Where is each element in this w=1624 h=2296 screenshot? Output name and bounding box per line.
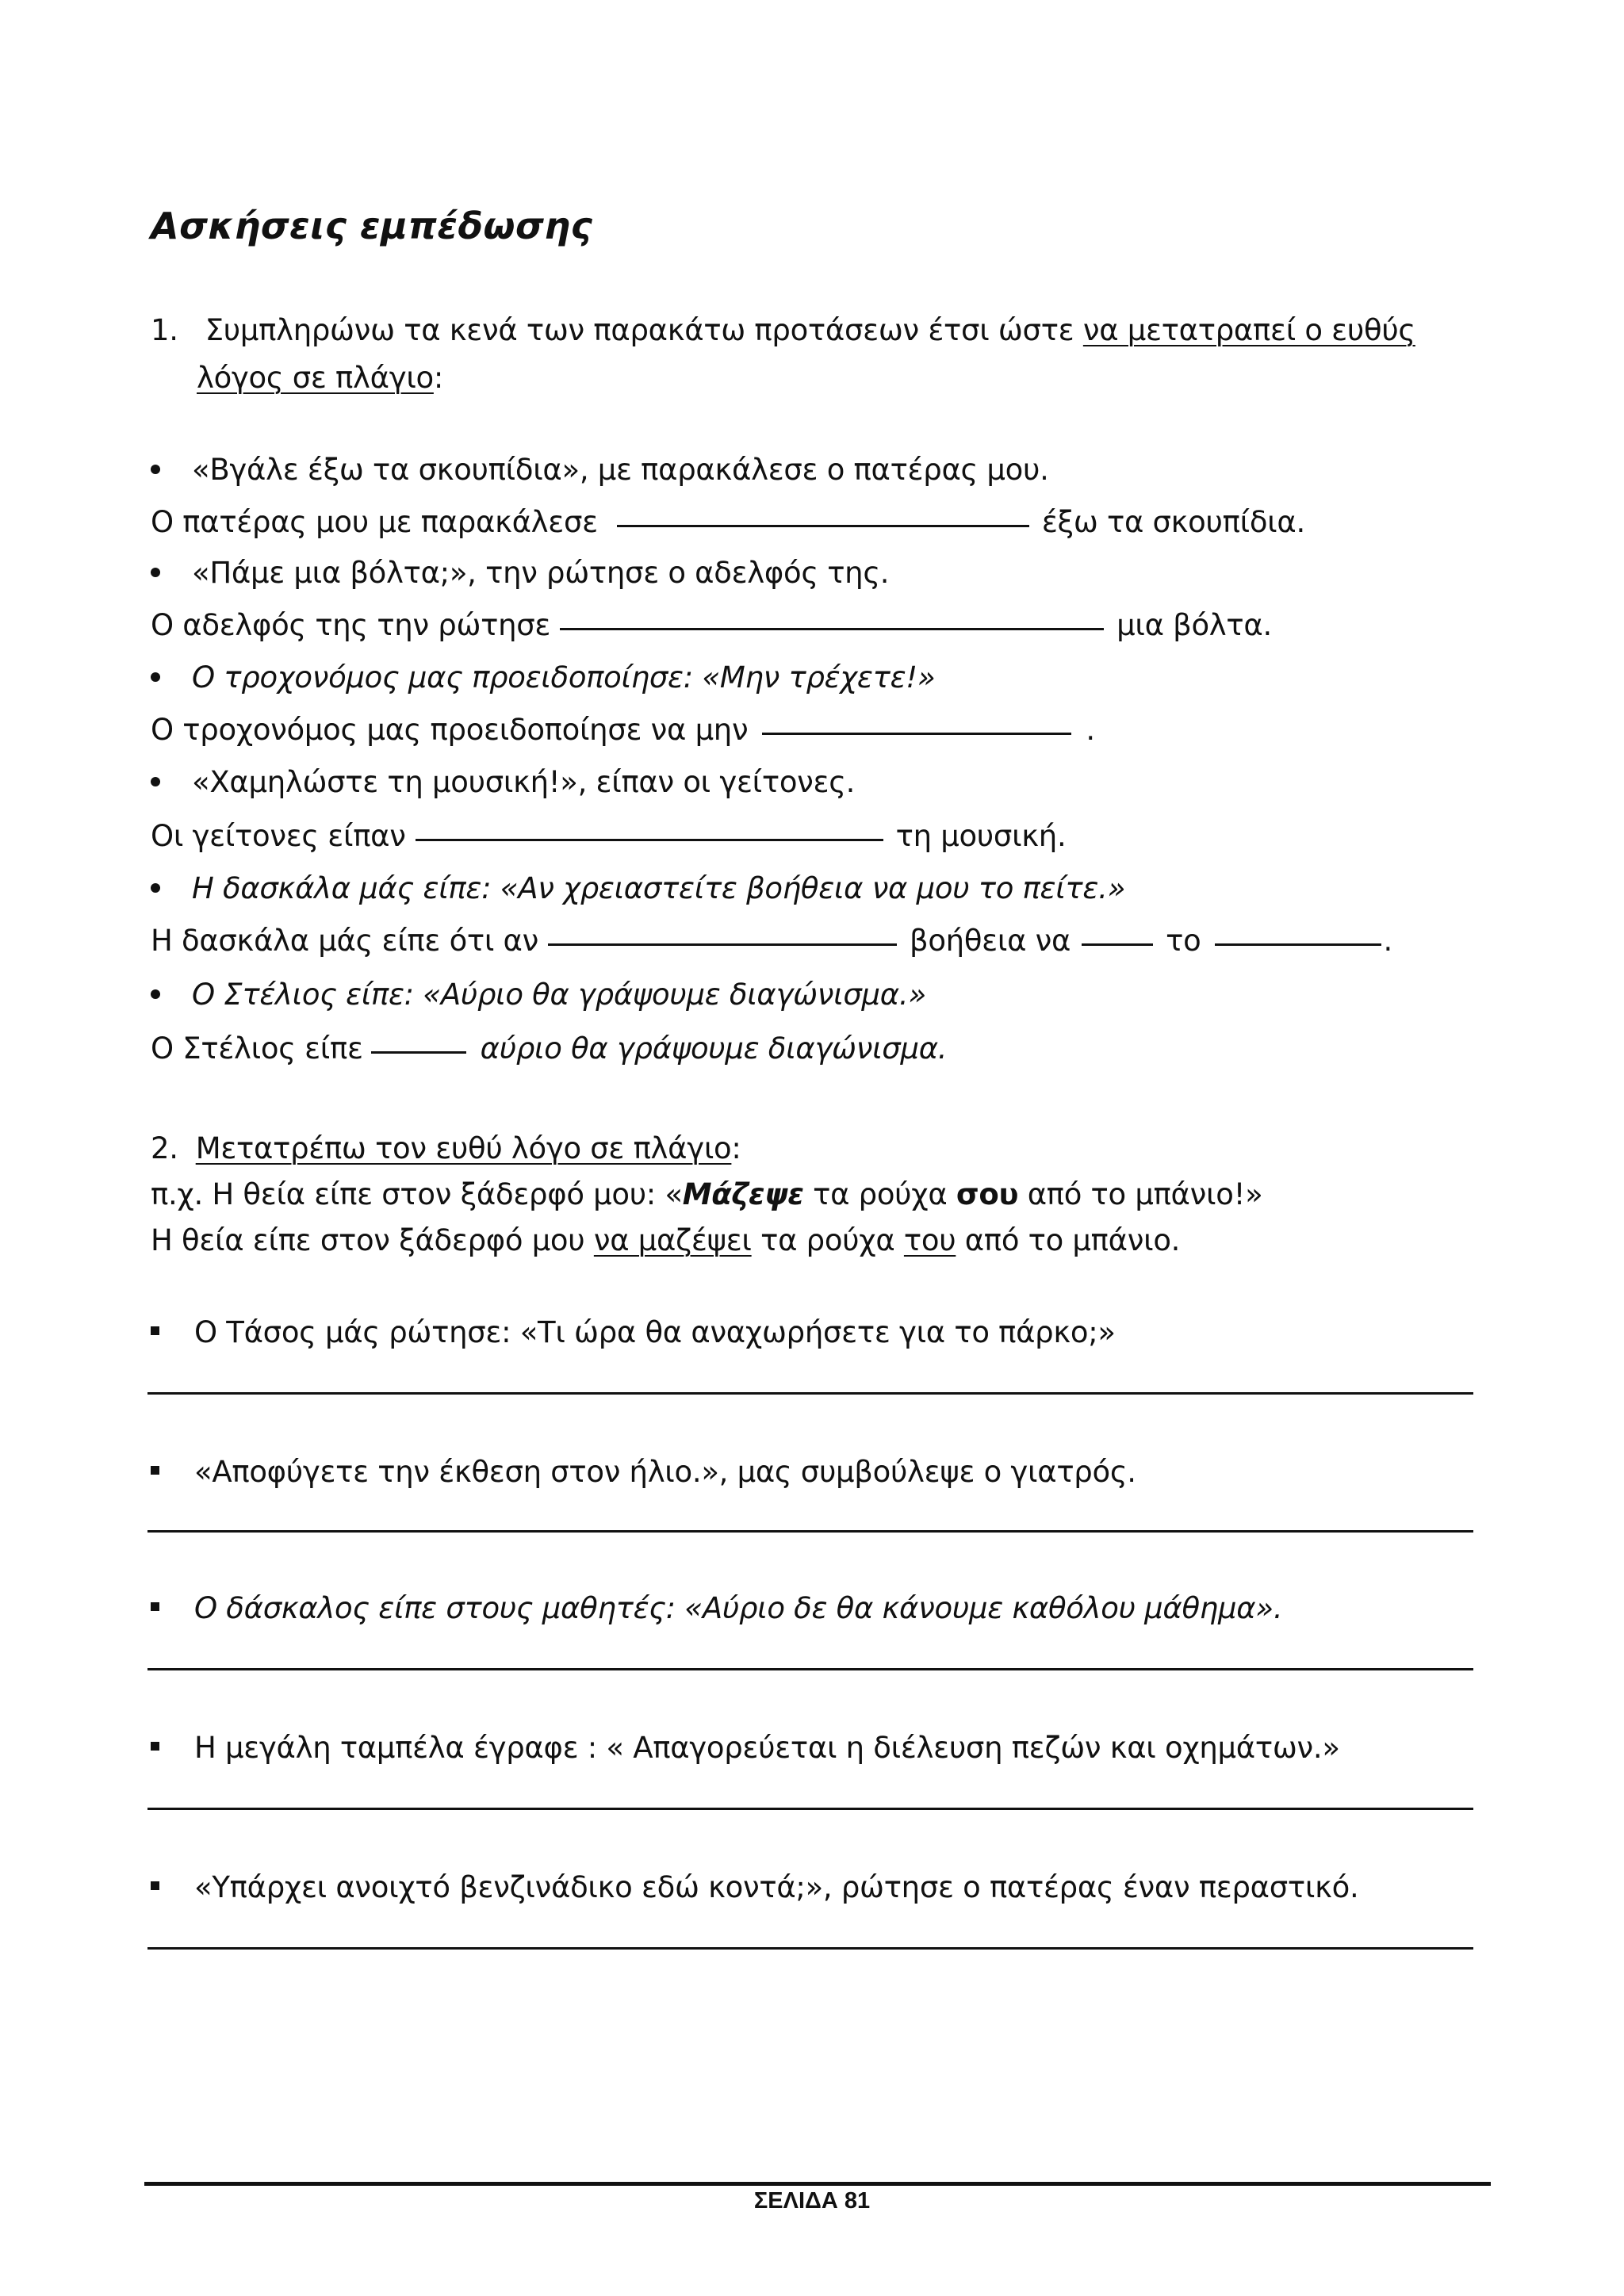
page-title: Ασκήσεις εμπέδωσης bbox=[151, 205, 593, 247]
square-bullet-icon bbox=[151, 1742, 159, 1751]
ex2-item-3 bbox=[151, 1589, 1282, 1628]
fill-blank[interactable] bbox=[560, 628, 1104, 630]
ex1-item-4-indirect-end: τη μουσική. bbox=[895, 819, 1067, 853]
ex1-item-3-indirect-end: . bbox=[1086, 713, 1095, 747]
ex1-item-4-indirect bbox=[151, 817, 1066, 856]
square-bullet-icon bbox=[151, 1881, 159, 1890]
fill-blank[interactable] bbox=[416, 839, 883, 841]
exercise-1-instruction-line2 bbox=[197, 358, 443, 398]
exercise-1-instruction-underlined: να μετατραπεί ο ευθύς bbox=[1082, 313, 1415, 347]
ex2-item-5-text: «Υπάρχει ανοιχτό βενζινάδικο εδώ κοντά;», ρώτησε ο πατέρας έναν περαστικό. bbox=[194, 1870, 1359, 1904]
example-pronoun: σου bbox=[956, 1177, 1019, 1211]
ex1-item-1-indirect-end: έξω τα σκουπίδια. bbox=[1041, 505, 1305, 539]
fill-blank[interactable] bbox=[548, 943, 897, 946]
example-answer-text-2: τα ρούχα bbox=[751, 1223, 904, 1257]
ex1-item-4-direct bbox=[151, 763, 855, 802]
example-text-1: π.χ. Η θεία είπε στον ξάδερφό μου: « bbox=[151, 1177, 683, 1211]
ex1-item-2-indirect-end: μια βόλτα. bbox=[1116, 608, 1272, 642]
ex1-item-3-indirect-start: Ο τροχονόμος μας προειδοποίησε να μην bbox=[151, 713, 749, 747]
ex2-item-3-text: Ο δάσκαλος είπε στους μαθητές: «Αύριο δε θα κάνουμε καθόλου μάθημα». bbox=[194, 1591, 1283, 1625]
ex1-item-6-indirect bbox=[151, 1029, 947, 1069]
ex1-item-2-indirect-start: Ο αδελφός της την ρώτησε bbox=[151, 608, 551, 642]
exercise-1-instruction bbox=[151, 311, 1415, 350]
example-text-2: τα ρούχα bbox=[803, 1177, 956, 1211]
ex2-item-1 bbox=[151, 1313, 1116, 1353]
answer-line[interactable] bbox=[147, 1668, 1473, 1670]
ex1-item-5-indirect-middle: βοήθεια να bbox=[910, 924, 1071, 958]
example-answer-pronoun: του bbox=[903, 1223, 956, 1257]
ex1-item-2-direct-text: «Πάμε μια βόλτα;», την ρώτησε ο αδελφός της. bbox=[192, 556, 890, 590]
exercise-1-number: 1. bbox=[151, 313, 178, 347]
answer-line[interactable] bbox=[147, 1808, 1473, 1810]
answer-line[interactable] bbox=[147, 1530, 1473, 1533]
ex1-item-5-direct-text: Η δασκάλα μάς είπε: «Αν χρειαστείτε βοήθεια να μου το πείτε.» bbox=[192, 871, 1126, 905]
ex2-item-5 bbox=[151, 1868, 1358, 1908]
ex1-item-4-direct-text: «Χαμηλώστε τη μουσική!», είπαν οι γείτονες. bbox=[192, 765, 856, 799]
exercise-1-instruction-underlined-2: λόγος σε πλάγιο bbox=[197, 361, 434, 395]
ex2-item-2 bbox=[151, 1452, 1136, 1492]
exercise-2-example bbox=[151, 1175, 1262, 1215]
ex2-item-4-text: Η μεγάλη ταμπέλα έγραφε : « Απαγορεύεται η διέλευση πεζών και οχημάτων.» bbox=[194, 1731, 1340, 1765]
answer-line[interactable] bbox=[147, 1392, 1473, 1395]
example-answer-verb: να μαζέψει bbox=[593, 1223, 752, 1257]
square-bullet-icon bbox=[151, 1602, 159, 1611]
exercise-2-instruction-text: Μετατρέπω τον ευθύ λόγο σε πλάγιο bbox=[195, 1131, 732, 1165]
bullet-icon bbox=[151, 883, 160, 893]
fill-blank[interactable] bbox=[371, 1051, 466, 1054]
bullet-icon bbox=[151, 568, 160, 577]
example-answer-text-3: από το μπάνιο. bbox=[956, 1223, 1181, 1257]
bullet-icon bbox=[151, 777, 160, 786]
ex1-item-5-indirect-to: το bbox=[1166, 924, 1201, 958]
ex2-item-2-text: «Αποφύγετε την έκθεση στον ήλιο.», μας συμβούλεψε ο γιατρός. bbox=[194, 1455, 1136, 1489]
ex1-item-3-direct-text: Ο τροχονόμος μας προειδοποίησε: «Μην τρέχετε!» bbox=[192, 660, 936, 695]
example-answer-text-1: Η θεία είπε στον ξάδερφό μου bbox=[151, 1223, 594, 1257]
ex2-item-4 bbox=[151, 1728, 1340, 1768]
example-text-3: από το μπάνιο!» bbox=[1018, 1177, 1263, 1211]
ex1-item-1-direct-text: «Βγάλε έξω τα σκουπίδια», με παρακάλεσε ο πατέρας μου. bbox=[192, 453, 1049, 487]
ex1-item-6-direct-text: Ο Στέλιος είπε: «Αύριο θα γράψουμε διαγώνισμα.» bbox=[192, 978, 926, 1012]
exercise-1-instruction-text: Συμπληρώνω τα κενά των παρακάτω προτάσεων έτσι ώστε bbox=[205, 313, 1083, 347]
ex1-item-4-indirect-start: Οι γείτονες είπαν bbox=[151, 819, 406, 853]
exercise-1-colon: : bbox=[433, 361, 444, 395]
answer-line[interactable] bbox=[147, 1947, 1473, 1950]
ex1-item-1-direct bbox=[151, 450, 1049, 490]
square-bullet-icon bbox=[151, 1466, 159, 1475]
ex1-item-2-direct bbox=[151, 553, 889, 593]
ex1-item-6-indirect-start: Ο Στέλιος είπε bbox=[151, 1031, 363, 1066]
exercise-2-number: 2. bbox=[151, 1131, 178, 1165]
fill-blank[interactable] bbox=[1082, 943, 1153, 946]
ex1-item-1-indirect-start: Ο πατέρας μου με παρακάλεσε bbox=[151, 505, 598, 539]
ex1-item-3-indirect bbox=[151, 710, 1095, 750]
bullet-icon bbox=[151, 989, 160, 999]
bullet-icon bbox=[151, 465, 160, 474]
ex2-item-1-text: Ο Τάσος μάς ρώτησε: «Τι ώρα θα αναχωρήσετε για το πάρκο;» bbox=[194, 1315, 1116, 1349]
ex1-item-5-indirect-start: Η δασκάλα μάς είπε ότι αν bbox=[151, 924, 539, 958]
exercise-2-colon: : bbox=[731, 1131, 741, 1165]
exercise-2-example-answer bbox=[151, 1221, 1180, 1261]
square-bullet-icon bbox=[151, 1326, 159, 1335]
ex1-item-5-direct bbox=[151, 869, 1125, 909]
ex1-item-6-direct bbox=[151, 975, 926, 1015]
example-verb: Μάζεψε bbox=[682, 1177, 804, 1211]
ex1-item-1-indirect bbox=[151, 503, 1305, 542]
ex1-item-5-indirect-end: . bbox=[1383, 924, 1392, 958]
exercise-2-instruction bbox=[151, 1129, 741, 1169]
bullet-icon bbox=[151, 672, 160, 682]
fill-blank[interactable] bbox=[762, 733, 1071, 735]
ex1-item-6-indirect-end: αύριο θα γράψουμε διαγώνισμα. bbox=[480, 1031, 948, 1066]
ex1-item-2-indirect bbox=[151, 606, 1272, 645]
ex1-item-5-indirect bbox=[151, 921, 1392, 961]
ex1-item-3-direct bbox=[151, 658, 935, 698]
fill-blank[interactable] bbox=[1215, 943, 1381, 946]
fill-blank[interactable] bbox=[617, 525, 1029, 527]
page-number: ΣΕΛΙΔΑ 81 bbox=[753, 2188, 871, 2214]
